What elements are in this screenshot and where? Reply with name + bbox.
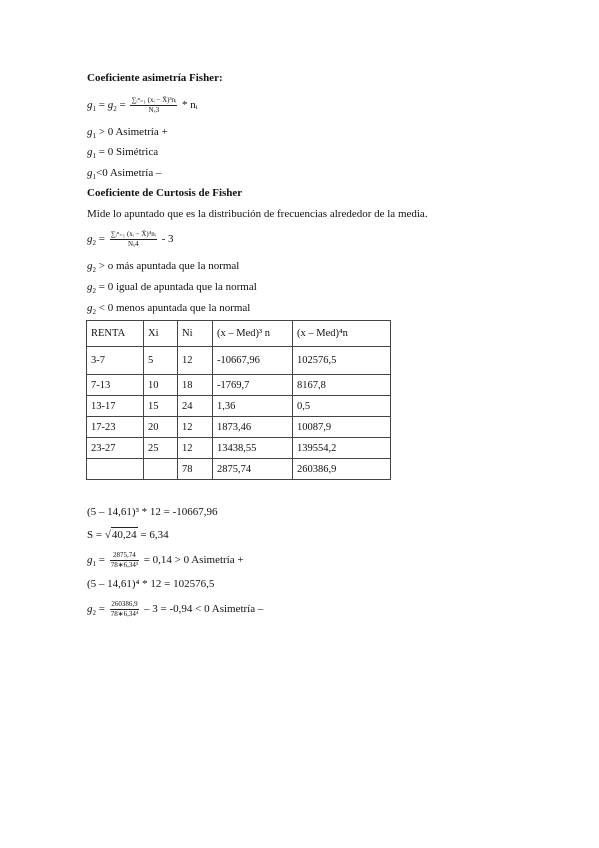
table-totals-row xyxy=(87,459,391,480)
table-cell: 260386,9 xyxy=(293,459,391,480)
table-cell: 12 xyxy=(178,417,213,438)
table-cell: 10 xyxy=(144,375,178,396)
section1-title: Coeficiente asimetría Fisher: xyxy=(87,72,223,84)
table-cell: 18 xyxy=(178,375,213,396)
table-cell: 5 xyxy=(144,347,178,375)
calc-line-fourth: (5 – 14,61)⁴ * 12 = 102576,5 xyxy=(87,578,215,590)
table-cell: 8167,8 xyxy=(293,375,391,396)
table-cell: 1873,46 xyxy=(213,417,293,438)
g1-fraction: $\frac{2875,74}{\text{78∗6,34³}}$ xyxy=(110,551,138,569)
table-cell: 3-7 xyxy=(87,347,144,375)
table-cell: 13-17 xyxy=(87,396,144,417)
table-row xyxy=(87,396,391,417)
table-cell: 15 xyxy=(144,396,178,417)
table-cell: 139554,2 xyxy=(293,438,391,459)
table-row xyxy=(87,438,391,459)
calc-line-std-dev: S = √40,24 = 6,34 xyxy=(87,529,169,541)
table-cell xyxy=(87,459,144,480)
table-header-cell: Ni xyxy=(178,321,213,347)
sqrt-radicand: 40,24 xyxy=(111,529,137,541)
kurt-rule-leptokurtic: $g_2 > o$ más apuntada que la normal xyxy=(87,260,240,275)
kurtosis-fraction: $\frac{\text{∑ᵢⁿ₌₁ (xᵢ − X̄)⁴nᵢ}}{\text{Nₓ4}}$ xyxy=(110,230,156,248)
skewness-fraction: $\frac{\text{∑ᵢⁿ₌₁ (xᵢ − X̄)³nᵢ}}{\text{Nₓ3}}$ xyxy=(131,96,177,114)
table-cell: 102576,5 xyxy=(293,347,391,375)
g2-fraction: $\frac{260386,9}{\text{78∗6,34⁴}}$ xyxy=(110,600,139,618)
kurt-rule-mesokurtic: $g_2 = 0$ igual de apuntada que la normal xyxy=(87,281,257,296)
kurt-rule-platykurtic: $g_2 < 0$ menos apuntada que la normal xyxy=(87,302,251,317)
table-cell: -1769,7 xyxy=(213,375,293,396)
table-cell: 0,5 xyxy=(293,396,391,417)
table-cell: 13438,55 xyxy=(213,438,293,459)
skewness-formula: $g_1 = g_2$ = $\frac{\text{∑ᵢⁿ₌₁ (xᵢ − X̄)³nᵢ}}{\text{Nₓ3}}$ * nᵢ xyxy=(87,96,198,114)
frequency-table xyxy=(86,320,391,480)
table-cell: 25 xyxy=(144,438,178,459)
kurtosis-formula: $g_2$ = $\frac{\text{∑ᵢⁿ₌₁ (xᵢ − X̄)⁴nᵢ}}{\text{Nₓ4}}$ - 3 xyxy=(87,230,174,248)
table-cell xyxy=(144,459,178,480)
table-header-cell: Xi xyxy=(144,321,178,347)
table-cell: 7-13 xyxy=(87,375,144,396)
skew-rule-negative: $g_1<0$ Asimetría – xyxy=(87,167,162,182)
table-cell: 10087,9 xyxy=(293,417,391,438)
table-cell: 24 xyxy=(178,396,213,417)
table-cell: 23-27 xyxy=(87,438,144,459)
table-row xyxy=(87,347,391,375)
table-cell: 12 xyxy=(178,438,213,459)
calc-line-g1: $g_1$ = $\frac{2875,74}{\text{78∗6,34³}}$ = 0,14 > 0 Asimetría + xyxy=(87,551,244,569)
table-cell: -10667,96 xyxy=(213,347,293,375)
table-header-cell: (x – Med)⁴n xyxy=(293,321,391,347)
calc-line-cubed: (5 – 14,61)³ * 12 = -10667,96 xyxy=(87,506,218,518)
table-row xyxy=(87,417,391,438)
section2-title: Coeficiente de Curtosis de Fisher xyxy=(87,187,243,199)
table-cell: 1,36 xyxy=(213,396,293,417)
table-cell: 2875,74 xyxy=(213,459,293,480)
table-cell: 17-23 xyxy=(87,417,144,438)
section2-description: Mide lo apuntado que es la distribución de frecuencias alrededor de la media. xyxy=(87,208,428,220)
calc-line-g2: $g_2$ = $\frac{260386,9}{\text{78∗6,34⁴}}$ – 3 = -0,94 < 0 Asimetría – xyxy=(87,600,264,618)
table-cell: 78 xyxy=(178,459,213,480)
skew-rule-positive: $g_1 > 0$ Asimetría + xyxy=(87,126,168,141)
table-cell: 20 xyxy=(144,417,178,438)
table-header-cell: RENTA xyxy=(87,321,144,347)
table-row xyxy=(87,375,391,396)
skew-rule-symmetric: $g_1 = 0$ Simétrica xyxy=(87,146,159,161)
table-header-cell: (x – Med)³ n xyxy=(213,321,293,347)
table-header-row xyxy=(87,321,391,347)
table-cell: 12 xyxy=(178,347,213,375)
